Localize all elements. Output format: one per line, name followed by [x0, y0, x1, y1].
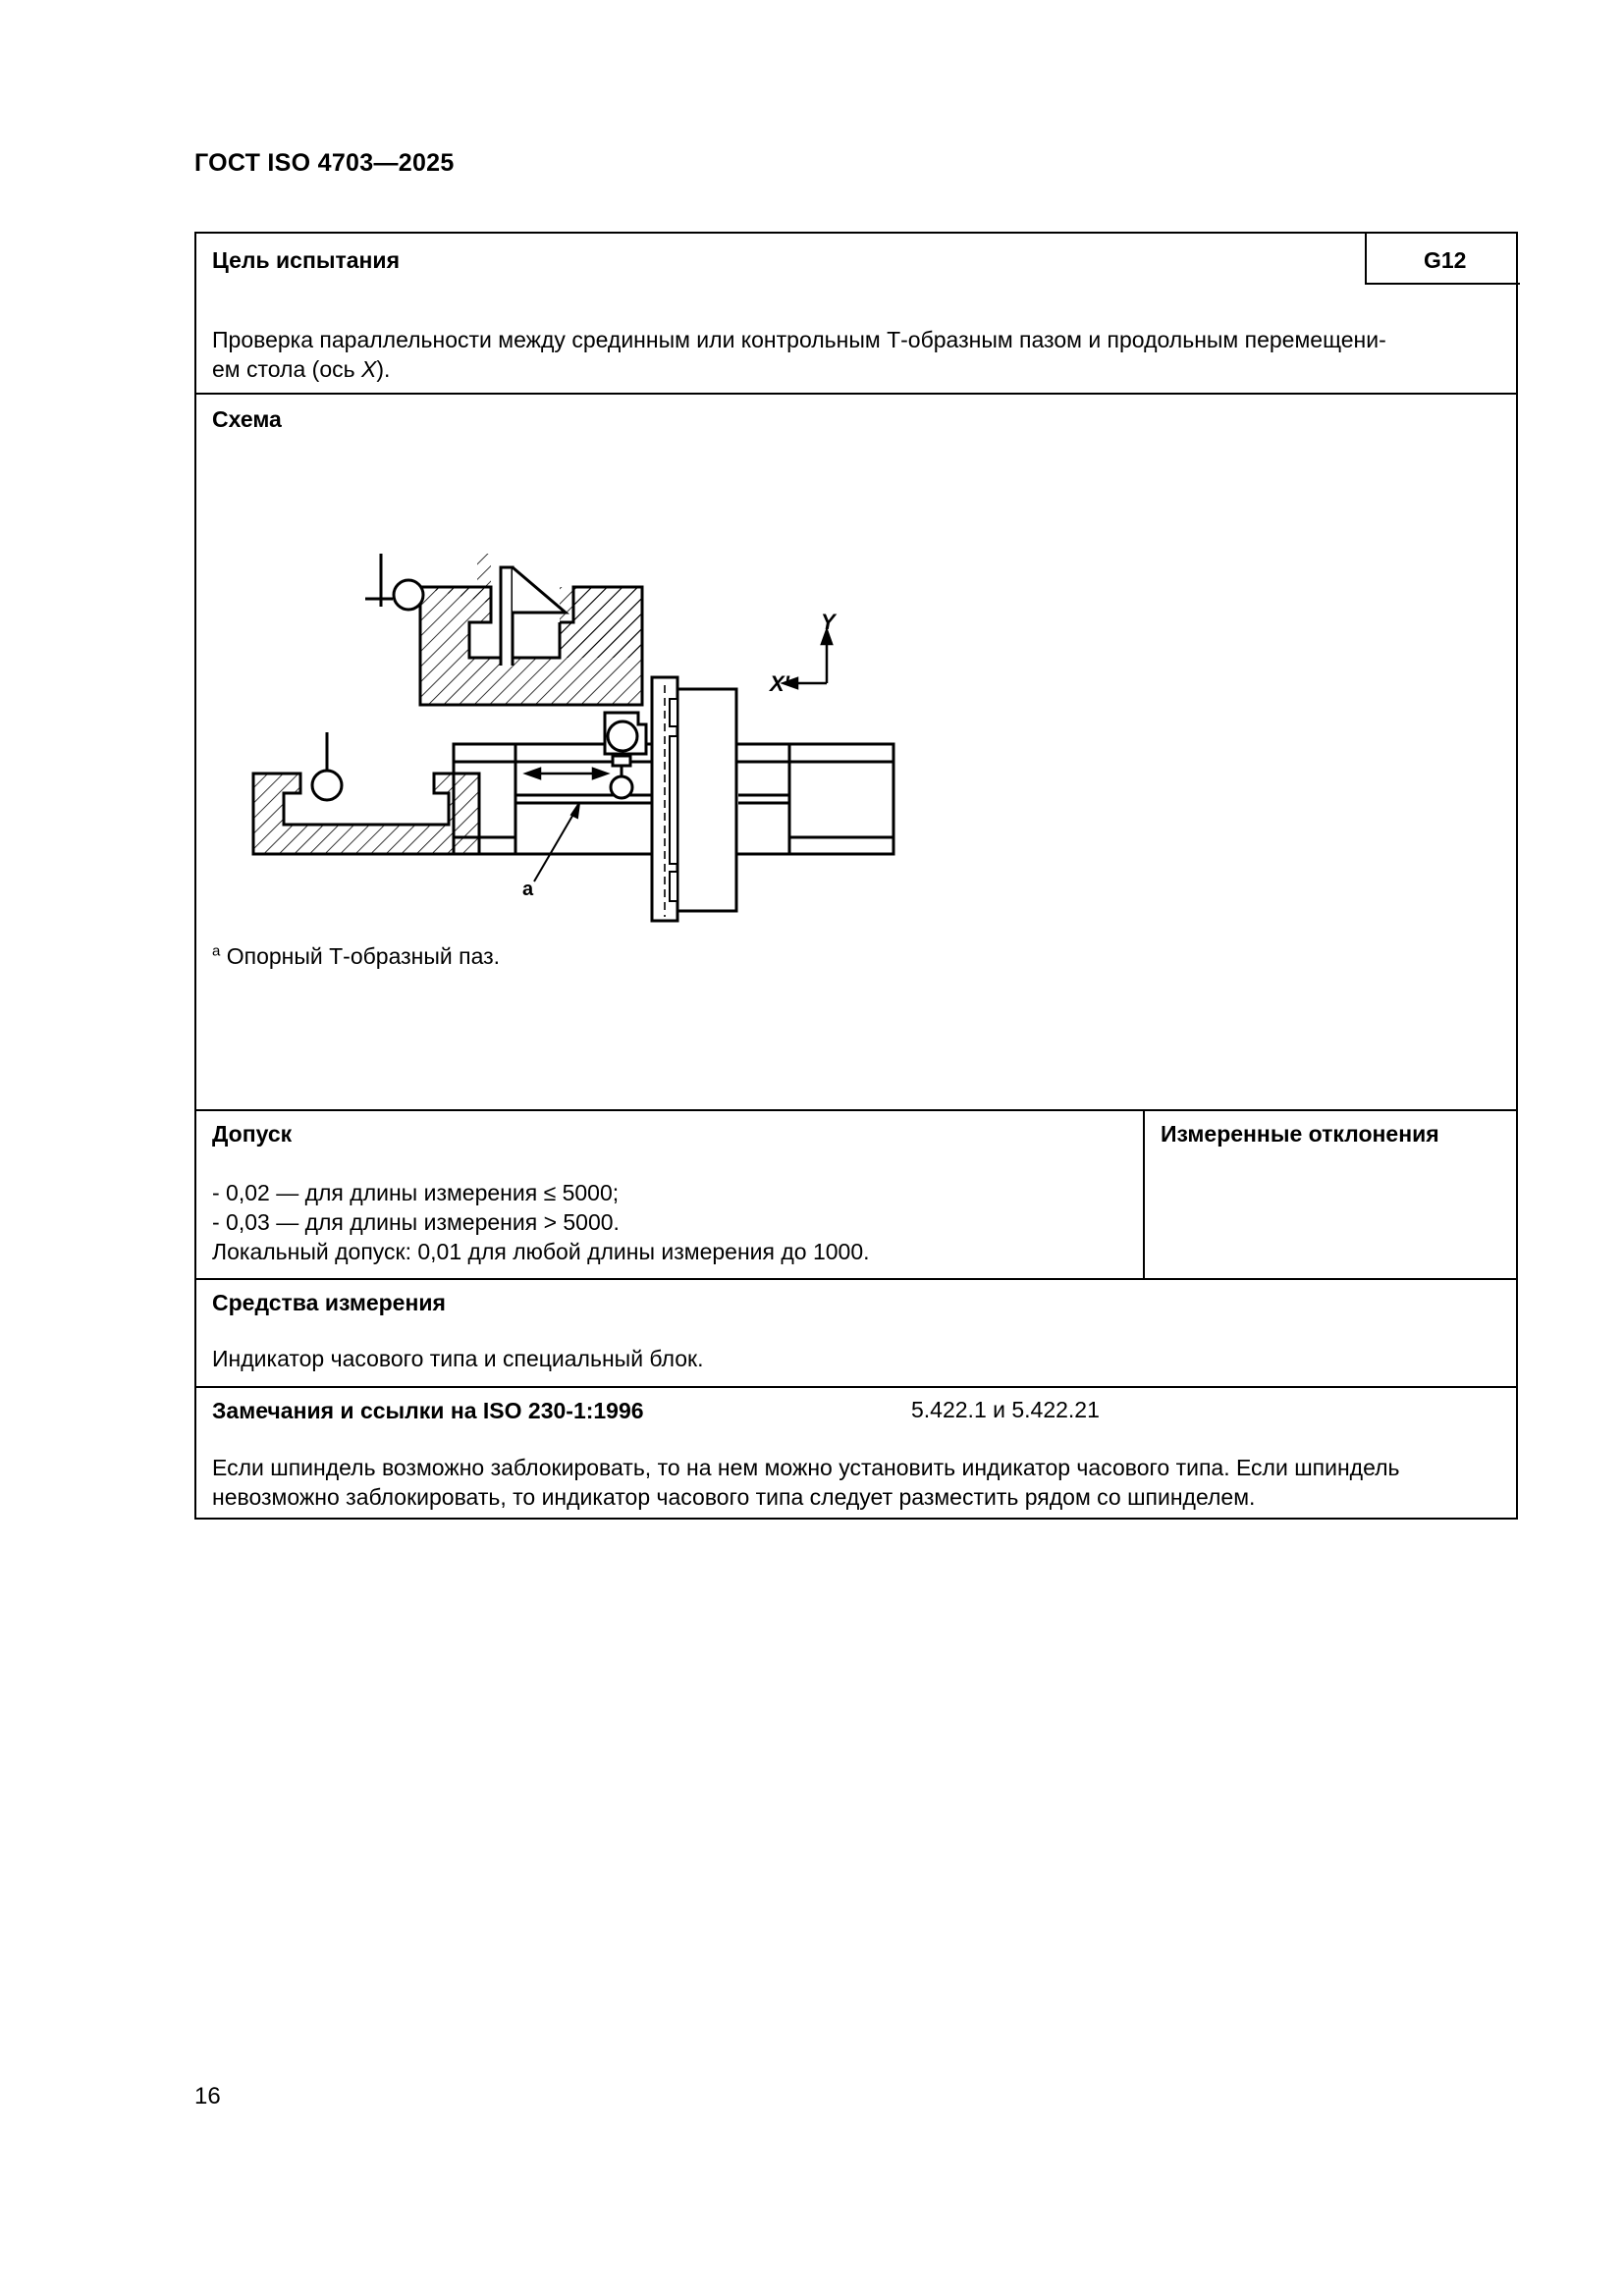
purpose-text-line1: Проверка параллельности между срединным или контрольным Т-образным пазом и продольным перемещени-: [212, 327, 1386, 352]
tolerance-line-3: Локальный допуск: 0,01 для любой длины измерения до 1000.: [212, 1239, 870, 1264]
remarks-references: 5.422.1 и 5.422.21: [911, 1397, 1100, 1422]
purpose-text-line2: ем стола (ось X).: [212, 356, 391, 382]
axis-y-label: Y: [821, 610, 836, 634]
schema-title: Схема: [212, 406, 282, 432]
row-divider-3: [196, 1278, 1516, 1280]
axis-indicator: [784, 630, 832, 688]
instruments-title: Средства измерения: [212, 1290, 446, 1315]
remarks-line-1: Если шпиндель возможно заблокировать, то на нем можно установить индикатор часового типа. Если шпиндель: [212, 1455, 1400, 1480]
movement-arrow: [526, 769, 607, 778]
remarks-line-2: невозможно заблокировать, то индикатор часового типа следует разместить рядом со шпинделем.: [212, 1484, 1256, 1510]
remarks-title: Замечания и ссылки на ISO 230-1:1996: [212, 1398, 644, 1423]
footnote-text: Опорный Т-образный паз.: [220, 943, 501, 969]
row-divider-4: [196, 1386, 1516, 1388]
tolerance-divider: [1143, 1109, 1145, 1278]
page-number: 16: [194, 2083, 221, 2109]
axis-x-label: X': [770, 671, 789, 696]
instruments-text: Индикатор часового типа и специальный блок.: [212, 1346, 704, 1371]
callout-leader: [534, 803, 579, 881]
row-divider-2: [196, 1109, 1516, 1111]
tolerance-text: [212, 1178, 1135, 1266]
footnote-marker: a: [212, 942, 221, 960]
spindle-head: [652, 677, 736, 921]
axis-x-italic: X: [360, 356, 377, 382]
tolerance-title: Допуск: [212, 1121, 293, 1147]
t-slot-section-lower: [253, 732, 479, 854]
callout-a-label: a: [522, 879, 534, 900]
test-code: G12: [1424, 247, 1467, 273]
measured-deviations-title: Измеренные отклонения: [1161, 1121, 1439, 1147]
document-header: ГОСТ ISO 4703—2025: [194, 149, 455, 177]
remarks-text: [212, 1453, 1512, 1512]
t-slot-section-with-square: [365, 554, 642, 705]
test-sheet-table: [194, 232, 1518, 1520]
purpose-title: Цель испытания: [212, 247, 400, 273]
schema-footnote: [212, 941, 998, 971]
tolerance-line-1: - 0,02 — для длины измерения ≤ 5000;: [212, 1180, 620, 1205]
schema-drawing: [196, 234, 1516, 1520]
tolerance-line-2: - 0,03 — для длины измерения > 5000.: [212, 1209, 620, 1235]
indicator-block: [605, 713, 646, 798]
